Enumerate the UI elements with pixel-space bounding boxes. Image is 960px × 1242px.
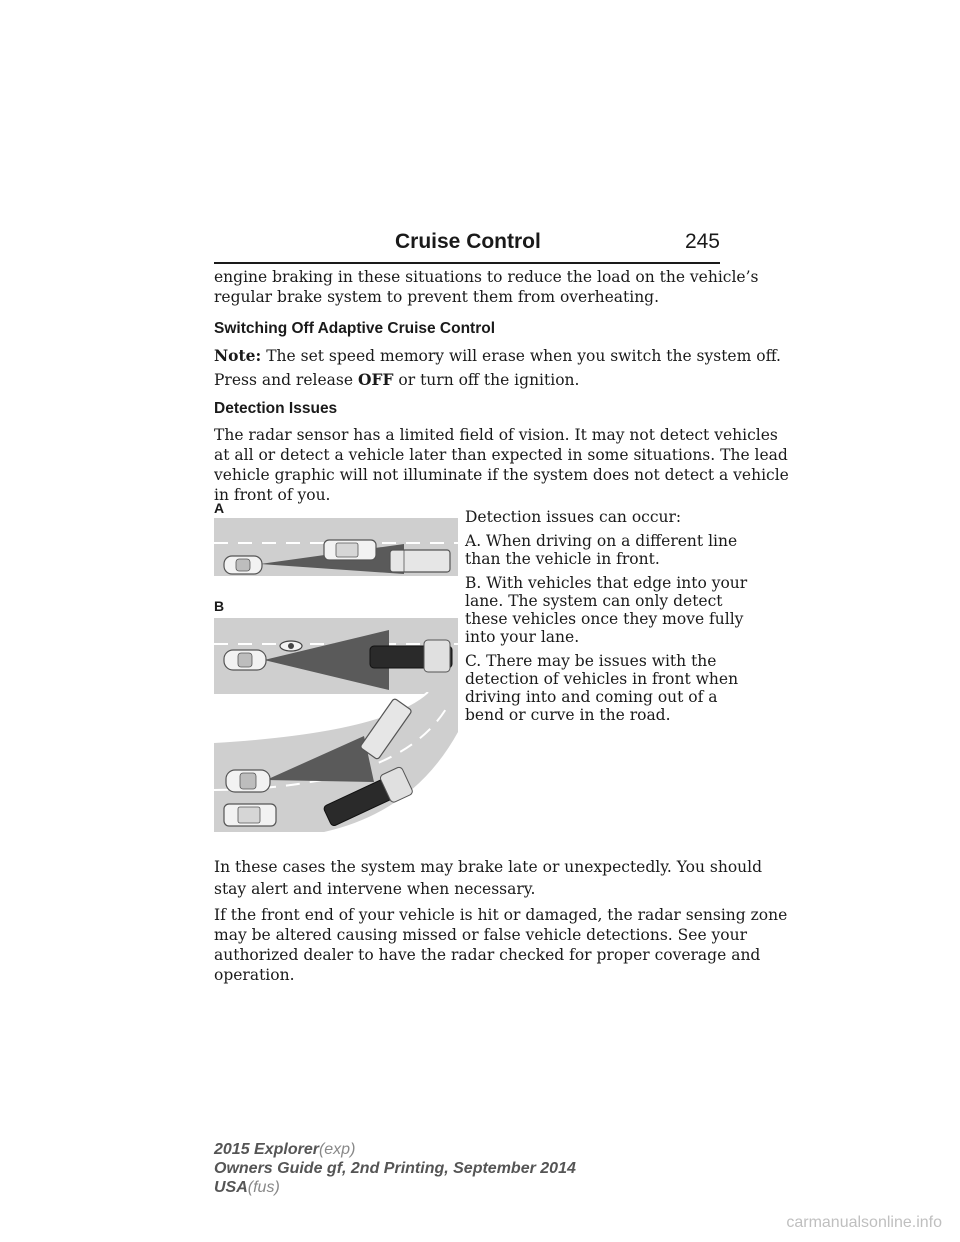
detection-line-3: vehicle graphic will not illuminate if the system does not detect a vehicle (214, 466, 789, 484)
van-a (390, 550, 450, 572)
own-car-c (226, 770, 270, 792)
note-text: The set speed memory will erase when you switch the system off. (266, 347, 781, 365)
adjacent-suv-c (224, 804, 276, 826)
figure-panel-b (214, 616, 458, 696)
note-paragraph (214, 346, 781, 366)
damage-line-4: operation. (214, 966, 295, 984)
press-paragraph (214, 370, 579, 390)
cases-line-2: stay alert and intervene when necessary. (214, 880, 536, 898)
intro-line-2: regular brake system to prevent them from overheating. (214, 288, 660, 306)
figure-label-a: A (214, 500, 225, 516)
press-suffix: or turn off the ignition. (398, 371, 580, 389)
detection-line-4: in front of you. (214, 486, 331, 504)
page-number: 245 (684, 230, 720, 253)
own-car-a (224, 556, 262, 574)
issue-b-line-4: into your lane. (465, 628, 580, 646)
note-label: Note: (214, 346, 262, 365)
issue-b-line-2: lane. The system can only detect (465, 592, 723, 610)
issue-c-line-4: bend or curve in the road. (465, 706, 671, 724)
footer-market: USA (214, 1179, 248, 1196)
issue-c-line-2: detection of vehicles in front when (465, 670, 739, 688)
footer-model: 2015 Explorer (214, 1141, 319, 1158)
issue-b-line-3: these vehicles once they move fully (465, 610, 744, 628)
figure-label-b: B (214, 598, 225, 614)
figure-panel-a (214, 516, 458, 578)
press-prefix: Press and release (214, 371, 354, 389)
issue-b-line-1: B. With vehicles that edge into your (465, 574, 748, 592)
page-footer (214, 1140, 576, 1197)
cases-line-1: In these cases the system may brake late or unexpectedly. You should (214, 858, 763, 876)
detection-line-2: at all or detect a vehicle later than expected in some situations. The lead (214, 446, 788, 464)
intro-line-1: engine braking in these situations to reduce the load on the vehicle’s (214, 268, 759, 286)
figure-panel-c (214, 692, 458, 832)
issue-c-line-3: driving into and coming out of a (465, 688, 718, 706)
off-key: OFF (357, 370, 394, 389)
page-header (214, 228, 720, 264)
lead-suv-a (324, 540, 376, 560)
watermark-link[interactable]: carmanualsonline.info (786, 1214, 942, 1231)
footer-model-code: (exp) (318, 1141, 356, 1158)
heading-detection: Detection Issues (214, 400, 338, 417)
motorcycle-b (280, 641, 302, 651)
damage-line-2: may be altered causing missed or false vehicle detections. See your (214, 926, 748, 944)
heading-switch-off: Switching Off Adaptive Cruise Control (214, 320, 496, 337)
section-title: Cruise Control (395, 230, 541, 253)
own-car-b (224, 650, 266, 670)
footer-guide: Owners Guide gf, 2nd Printing, September 2014 (214, 1160, 576, 1177)
issue-c-line-1: C. There may be issues with the (465, 652, 717, 670)
issues-intro: Detection issues can occur: (465, 508, 682, 526)
damage-line-3: authorized dealer to have the radar checked for proper coverage and (214, 946, 761, 964)
issue-a-line-2: than the vehicle in front. (465, 550, 660, 568)
damage-line-1: If the front end of your vehicle is hit or damaged, the radar sensing zone (214, 906, 788, 924)
footer-market-code: (fus) (247, 1179, 280, 1196)
issue-a-line-1: A. When driving on a different line (465, 532, 738, 550)
detection-line-1: The radar sensor has a limited field of vision. It may not detect vehicles (214, 426, 778, 444)
